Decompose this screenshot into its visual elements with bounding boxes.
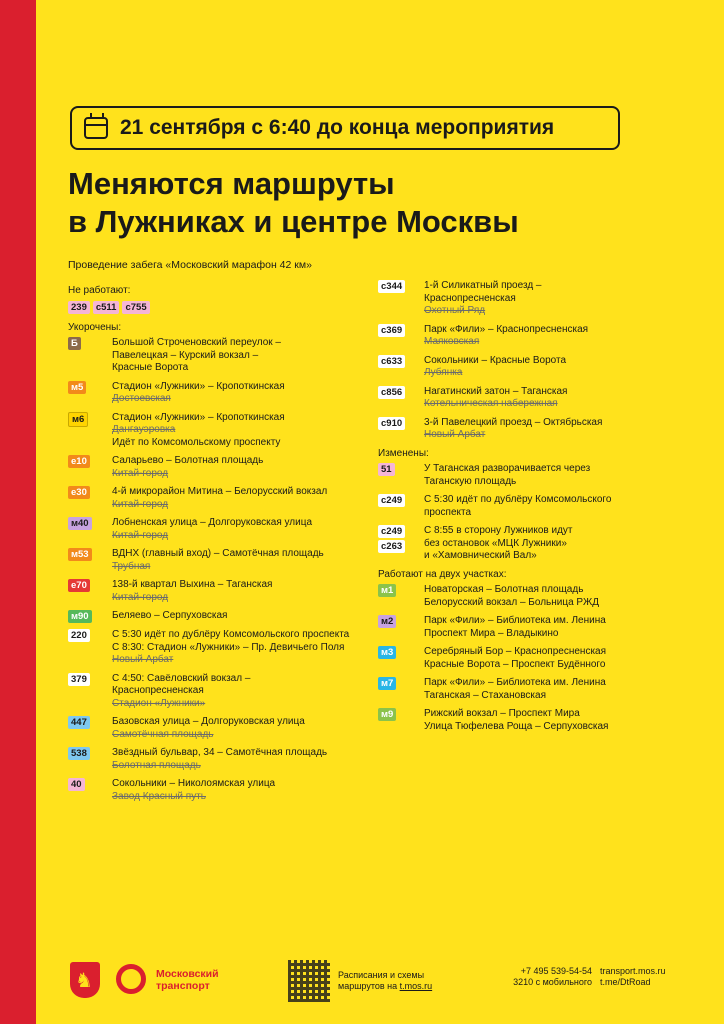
route-badges (378, 280, 424, 293)
right-routes-list (378, 280, 698, 442)
schedule-info (338, 970, 468, 992)
schedule-text: Расписания и схемы маршрутов на (338, 970, 425, 991)
route-badge: 538 (68, 747, 90, 760)
moscow-coat-of-arms-icon (70, 962, 100, 998)
route-badges (378, 386, 424, 399)
route-line: Таганская – Стахановская (424, 689, 546, 701)
route-description (112, 716, 388, 741)
changed-routes-list (378, 463, 698, 563)
removed-stop: Китай-город (112, 591, 169, 603)
route-badges (68, 548, 112, 561)
list-item (68, 778, 388, 803)
route-badges (378, 525, 424, 553)
route-badges (378, 708, 424, 721)
route-line: У Таганская разворачивается через (424, 463, 591, 474)
red-side-bar (0, 0, 36, 1024)
route-badge: е10 (68, 455, 90, 468)
telegram-link[interactable]: t.me/DtRoad (600, 977, 651, 987)
route-description (112, 778, 388, 803)
route-badge: м6 (68, 412, 88, 427)
route-line: Беляево – Серпуховская (112, 610, 228, 621)
list-item (378, 677, 698, 702)
list-item (378, 417, 698, 442)
route-description (424, 708, 698, 733)
route-description (112, 517, 388, 542)
route-line: Рижский вокзал – Проспект Мира (424, 708, 580, 719)
changed-label: Изменены: (378, 447, 429, 459)
route-badge: 51 (378, 463, 395, 476)
list-item (68, 579, 388, 604)
removed-stop: Достоевская (112, 393, 171, 404)
route-line: С 5:30 идёт по дублёру Комсомольского (424, 494, 612, 505)
brand-name: Московский транспорт (156, 968, 219, 992)
not-working-label: Не работают: (68, 285, 131, 296)
route-badges (68, 629, 112, 642)
removed-stop: Охотный Ряд (424, 305, 486, 316)
date-text: 21 сентября с 6:40 до конца мероприятия (120, 116, 555, 139)
list-item (68, 629, 388, 667)
list-item (378, 280, 698, 318)
two-parts-routes-list (378, 584, 698, 733)
route-line: Парк «Фили» – Библиотека им. Ленина (424, 615, 606, 626)
list-item (378, 324, 698, 349)
route-badges (68, 610, 112, 623)
removed-stop: Стадион «Лужники» (112, 697, 206, 709)
site-link[interactable]: transport.mos.ru (600, 966, 666, 976)
route-badge: 40 (68, 778, 85, 791)
shortened-label: Укорочены: (68, 321, 122, 333)
date-banner (70, 106, 620, 150)
route-line: 4-й микрорайон Митина – Белорусский вокзал (112, 486, 328, 497)
route-badges (378, 324, 424, 337)
title-line-1: Меняются маршруты (68, 166, 395, 201)
schedule-link[interactable]: t.mos.ru (399, 981, 433, 991)
route-line: Стадион «Лужники» – Кропоткинская (112, 411, 285, 423)
route-line: Звёздный бульвар, 34 – Самотёчная площадь (112, 747, 328, 758)
removed-stop: Дангауэровка (112, 424, 176, 435)
route-line: Павелецкая – Курский вокзал – (112, 349, 259, 361)
route-badges (68, 381, 112, 394)
removed-stop: Болотная площадь (112, 759, 201, 771)
route-badges (378, 584, 424, 597)
list-item (378, 463, 698, 488)
list-item (68, 548, 388, 573)
phone-number[interactable]: +7 495 539-54-54 (520, 966, 592, 976)
route-badges (378, 677, 424, 690)
route-description (112, 629, 388, 667)
route-line: ВДНХ (главный вход) – Самотёчная площадь (112, 548, 324, 559)
list-item (378, 386, 698, 411)
route-description (424, 677, 698, 702)
list-item (378, 584, 698, 609)
route-line: Улица Тюфелева Роща – Серпуховская (424, 720, 609, 732)
removed-stop: Завод Красный путь (112, 790, 206, 802)
route-line: Новаторская – Болотная площадь (424, 584, 584, 595)
route-badges (68, 517, 112, 530)
route-description (424, 280, 698, 318)
route-badges (378, 417, 424, 430)
list-item (68, 673, 388, 711)
shortened-routes-list (68, 337, 388, 803)
list-item (378, 355, 698, 380)
removed-stop: Трубная (112, 560, 151, 572)
title-line-2: в Лужниках и центре Москвы (68, 204, 519, 239)
route-badge: 379 (68, 673, 90, 686)
route-badge: Б (68, 337, 81, 350)
route-line: Лобненская улица – Долгоруковская улица (112, 517, 313, 528)
route-line: и «Хамовнический Вал» (424, 550, 537, 561)
right-column (378, 280, 698, 739)
route-badge: с344 (378, 280, 405, 293)
route-badges (378, 355, 424, 368)
route-description (112, 455, 388, 480)
removed-stop: Котельническая набережная (424, 398, 558, 409)
route-badges (68, 455, 112, 468)
route-badge: м53 (68, 548, 92, 561)
list-item (68, 716, 388, 741)
route-description (112, 412, 388, 450)
route-line: Большой Строченовский переулок – (112, 337, 281, 348)
route-badge: с249 (378, 494, 405, 507)
list-item (68, 486, 388, 511)
route-description (112, 579, 388, 604)
route-badge: е70 (68, 579, 90, 592)
route-badge: е30 (68, 486, 90, 499)
route-badge: м40 (68, 517, 92, 530)
route-badge: м90 (68, 610, 92, 623)
route-line: С 8:30: Стадион «Лужники» – Пр. Девичьего Поля (112, 641, 345, 653)
removed-stop: Новый Арбат (112, 654, 174, 665)
route-badge: м2 (378, 615, 396, 628)
route-badge: 447 (68, 716, 90, 729)
route-badge: с633 (378, 355, 405, 368)
route-description (112, 747, 388, 772)
route-description (424, 324, 698, 349)
route-line: С 4:50: Савёловский вокзал – (112, 672, 251, 684)
route-description (424, 615, 698, 640)
route-line: Проспект Мира – Владыкино (424, 627, 559, 639)
route-line: 1-й Силикатный проезд – (424, 280, 542, 291)
list-item (68, 381, 388, 406)
list-item (68, 337, 388, 375)
route-description (112, 548, 388, 573)
route-badge: м3 (378, 646, 396, 659)
route-line: Сокольники – Николоямская улица (112, 778, 276, 789)
removed-stop: Китай-город (112, 529, 169, 541)
list-item (378, 708, 698, 733)
not-working-routes (68, 301, 388, 314)
route-description (424, 584, 698, 609)
route-badge: с856 (378, 386, 405, 399)
route-line: Красные Ворота – Проспект Будённого (424, 658, 606, 670)
route-badge: 220 (68, 629, 90, 642)
list-item (378, 494, 698, 519)
list-item (378, 525, 698, 563)
route-line: проспекта (424, 506, 472, 518)
removed-stop: Китай-город (112, 498, 169, 510)
route-badge: с755 (122, 301, 149, 314)
route-line: С 5:30 идёт по дублёру Комсомольского проспекта (112, 629, 350, 640)
list-item (68, 610, 388, 623)
route-badge: м9 (378, 708, 396, 721)
route-badges (68, 778, 112, 791)
route-badges (68, 673, 112, 686)
route-line: Серебряный Бор – Краснопресненская (424, 646, 607, 657)
route-badge: с263 (378, 540, 405, 553)
route-line: Красные Ворота (112, 362, 189, 373)
removed-stop: Лубянка (424, 367, 463, 378)
route-line: Стадион «Лужники» – Кропоткинская (112, 380, 285, 392)
route-badge: с910 (378, 417, 405, 430)
footer (70, 958, 710, 1008)
route-badges (68, 412, 112, 427)
phone-short: 3210 с мобильного (513, 977, 592, 987)
route-badges (68, 337, 112, 350)
route-description (424, 494, 698, 519)
route-line: Нагатинский затон – Таганская (424, 385, 568, 397)
route-line: Сокольники – Красные Ворота (424, 354, 567, 366)
route-description (424, 386, 698, 411)
phone-info (492, 966, 592, 988)
route-line: Таганскую площадь (424, 475, 517, 487)
route-description (424, 417, 698, 442)
route-badges (378, 646, 424, 659)
site-info (600, 966, 710, 988)
page-title (68, 165, 519, 241)
route-badges (378, 615, 424, 628)
route-badges (68, 579, 112, 592)
route-description (424, 463, 698, 488)
list-item (68, 412, 388, 450)
route-badge: м5 (68, 381, 86, 394)
list-item (68, 517, 388, 542)
route-badges (68, 747, 112, 760)
route-badge: с511 (93, 301, 120, 314)
route-badges (68, 716, 112, 729)
removed-stop: Самотёчная площадь (112, 728, 214, 740)
route-description (112, 610, 388, 623)
route-line: Парк «Фили» – Библиотека им. Ленина (424, 677, 606, 688)
removed-stop: Китай-город (112, 467, 169, 479)
removed-stop: Новый Арбат (424, 429, 486, 440)
list-item (378, 615, 698, 640)
route-line: Краснопресненская (424, 292, 516, 304)
route-note: Идёт по Комсомольскому проспекту (112, 436, 281, 448)
route-badge: с369 (378, 324, 405, 337)
route-badges (378, 463, 424, 476)
route-description (424, 355, 698, 380)
route-badge: с249 (378, 525, 405, 538)
route-line: 138-й квартал Выхина – Таганская (112, 579, 273, 590)
list-item (68, 455, 388, 480)
route-badge: м7 (378, 677, 396, 690)
route-line: 3-й Павелецкий проезд – Октябрьская (424, 416, 603, 428)
route-line: Базовская улица – Долгоруковская улица (112, 716, 305, 727)
transport-logo-icon (116, 964, 146, 994)
route-line: без остановок «МЦК Лужники» (424, 537, 567, 549)
route-badges (68, 486, 112, 499)
list-item (378, 646, 698, 671)
removed-stop: Маяковская (424, 336, 480, 347)
route-description (112, 381, 388, 406)
route-badges (378, 494, 424, 507)
list-item (68, 747, 388, 772)
route-description (112, 486, 388, 511)
calendar-icon (84, 117, 108, 139)
route-line: Краснопресненская (112, 685, 204, 696)
left-column (68, 281, 388, 809)
route-line: Белорусский вокзал – Больница РЖД (424, 596, 599, 608)
route-badge: 239 (68, 301, 90, 314)
qr-code-icon (288, 960, 330, 1002)
subtitle: Проведение забега «Московский марафон 42 км» (68, 259, 312, 271)
route-line: Саларьево – Болотная площадь (112, 455, 264, 466)
route-badge: м1 (378, 584, 396, 597)
route-description (112, 337, 388, 375)
route-line: С 8:55 в сторону Лужников идут (424, 525, 573, 536)
route-description (112, 673, 388, 711)
two-parts-label: Работают на двух участках: (378, 568, 507, 580)
route-description (424, 646, 698, 671)
route-description (424, 525, 698, 563)
route-line: Парк «Фили» – Краснопресненская (424, 323, 589, 335)
